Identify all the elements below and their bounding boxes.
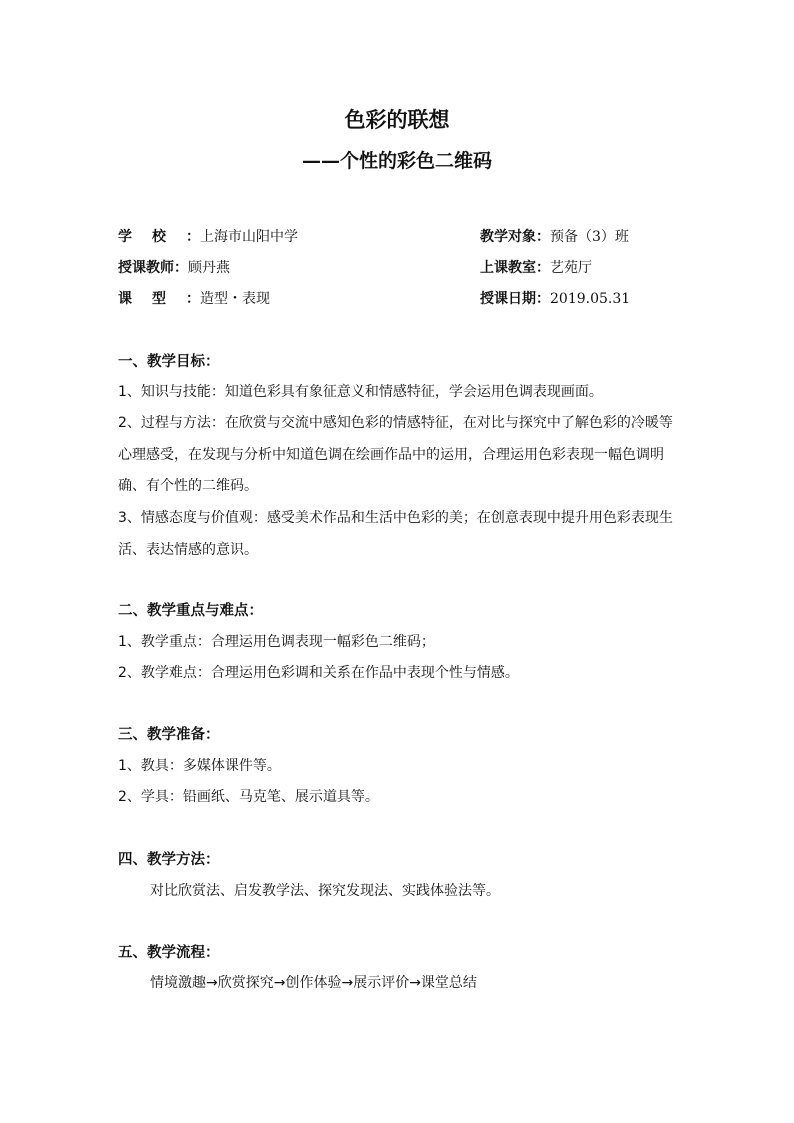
meta-type-label: 课型 bbox=[118, 291, 186, 307]
objective-attitude: 3、情感态度与价值观：感受美术作品和生活中色彩的美；在创意表现中提升用色彩表现生活、表达情感的意识。 bbox=[118, 510, 673, 558]
process-flow: 情境激趣→欣赏探究→创作体验→展示评价→课堂总结 bbox=[150, 975, 477, 991]
meta-teacher bbox=[118, 257, 230, 279]
section-heading-process: 五、教学流程： bbox=[118, 945, 220, 961]
meta-colon: ： bbox=[536, 260, 550, 276]
meta-colon: ： bbox=[186, 291, 200, 307]
meta-date-value: 2019.05.31 bbox=[550, 291, 631, 307]
methods-text: 对比欣赏法、启发教学法、探究发现法、实践体验法等。 bbox=[150, 883, 500, 899]
meta-room bbox=[480, 257, 592, 279]
student-materials: 2、学具：铅画纸、马克笔、展示道具等。 bbox=[118, 789, 379, 805]
section-heading-objectives: 一、教学目标： bbox=[118, 354, 220, 370]
document-title: 色彩的联想 bbox=[344, 107, 450, 132]
meta-school bbox=[118, 226, 298, 248]
meta-teacher-value: 顾丹燕 bbox=[188, 260, 230, 276]
meta-colon: ： bbox=[536, 291, 550, 307]
meta-teacher-label: 授课教师 bbox=[118, 260, 174, 276]
section-heading-preparation: 三、教学准备： bbox=[118, 727, 220, 743]
meta-date bbox=[480, 288, 630, 310]
meta-colon: ： bbox=[174, 260, 188, 276]
objective-knowledge: 1、知识与技能：知道色彩具有象征意义和情感特征，学会运用色调表现画面。 bbox=[118, 384, 603, 400]
meta-target-value: 预备（3）班 bbox=[550, 229, 629, 245]
meta-date-label: 授课日期 bbox=[480, 291, 536, 307]
section-heading-methods: 四、教学方法： bbox=[118, 852, 220, 868]
key-point: 1、教学重点：合理运用色调表现一幅彩色二维码； bbox=[118, 634, 435, 650]
meta-room-label: 上课教室 bbox=[480, 260, 536, 276]
meta-type bbox=[118, 288, 270, 310]
teaching-aids: 1、教具：多媒体课件等。 bbox=[118, 758, 281, 774]
section-heading-key-points: 二、教学重点与难点： bbox=[118, 603, 263, 619]
meta-colon: ： bbox=[186, 229, 200, 245]
meta-target bbox=[480, 226, 629, 248]
meta-room-value: 艺苑厅 bbox=[550, 260, 592, 276]
meta-target-label: 教学对象 bbox=[480, 229, 536, 245]
document-subtitle: ——个性的彩色二维码 bbox=[301, 150, 492, 172]
meta-type-value: 造型・表现 bbox=[200, 291, 270, 307]
objective-process: 2、过程与方法：在欣赏与交流中感知色彩的情感特征，在对比与探究中了解色彩的冷暖等心理感受，在发现与分析中知道色调在绘画作品中的运用，合理运用色彩表现一幅色调明确、有个性的二维码。 bbox=[118, 415, 673, 494]
meta-colon: ： bbox=[536, 229, 550, 245]
meta-school-value: 上海市山阳中学 bbox=[200, 229, 298, 245]
meta-school-label: 学校 bbox=[118, 229, 186, 245]
difficult-point: 2、教学难点：合理运用色彩调和关系在作品中表现个性与情感。 bbox=[118, 665, 519, 681]
